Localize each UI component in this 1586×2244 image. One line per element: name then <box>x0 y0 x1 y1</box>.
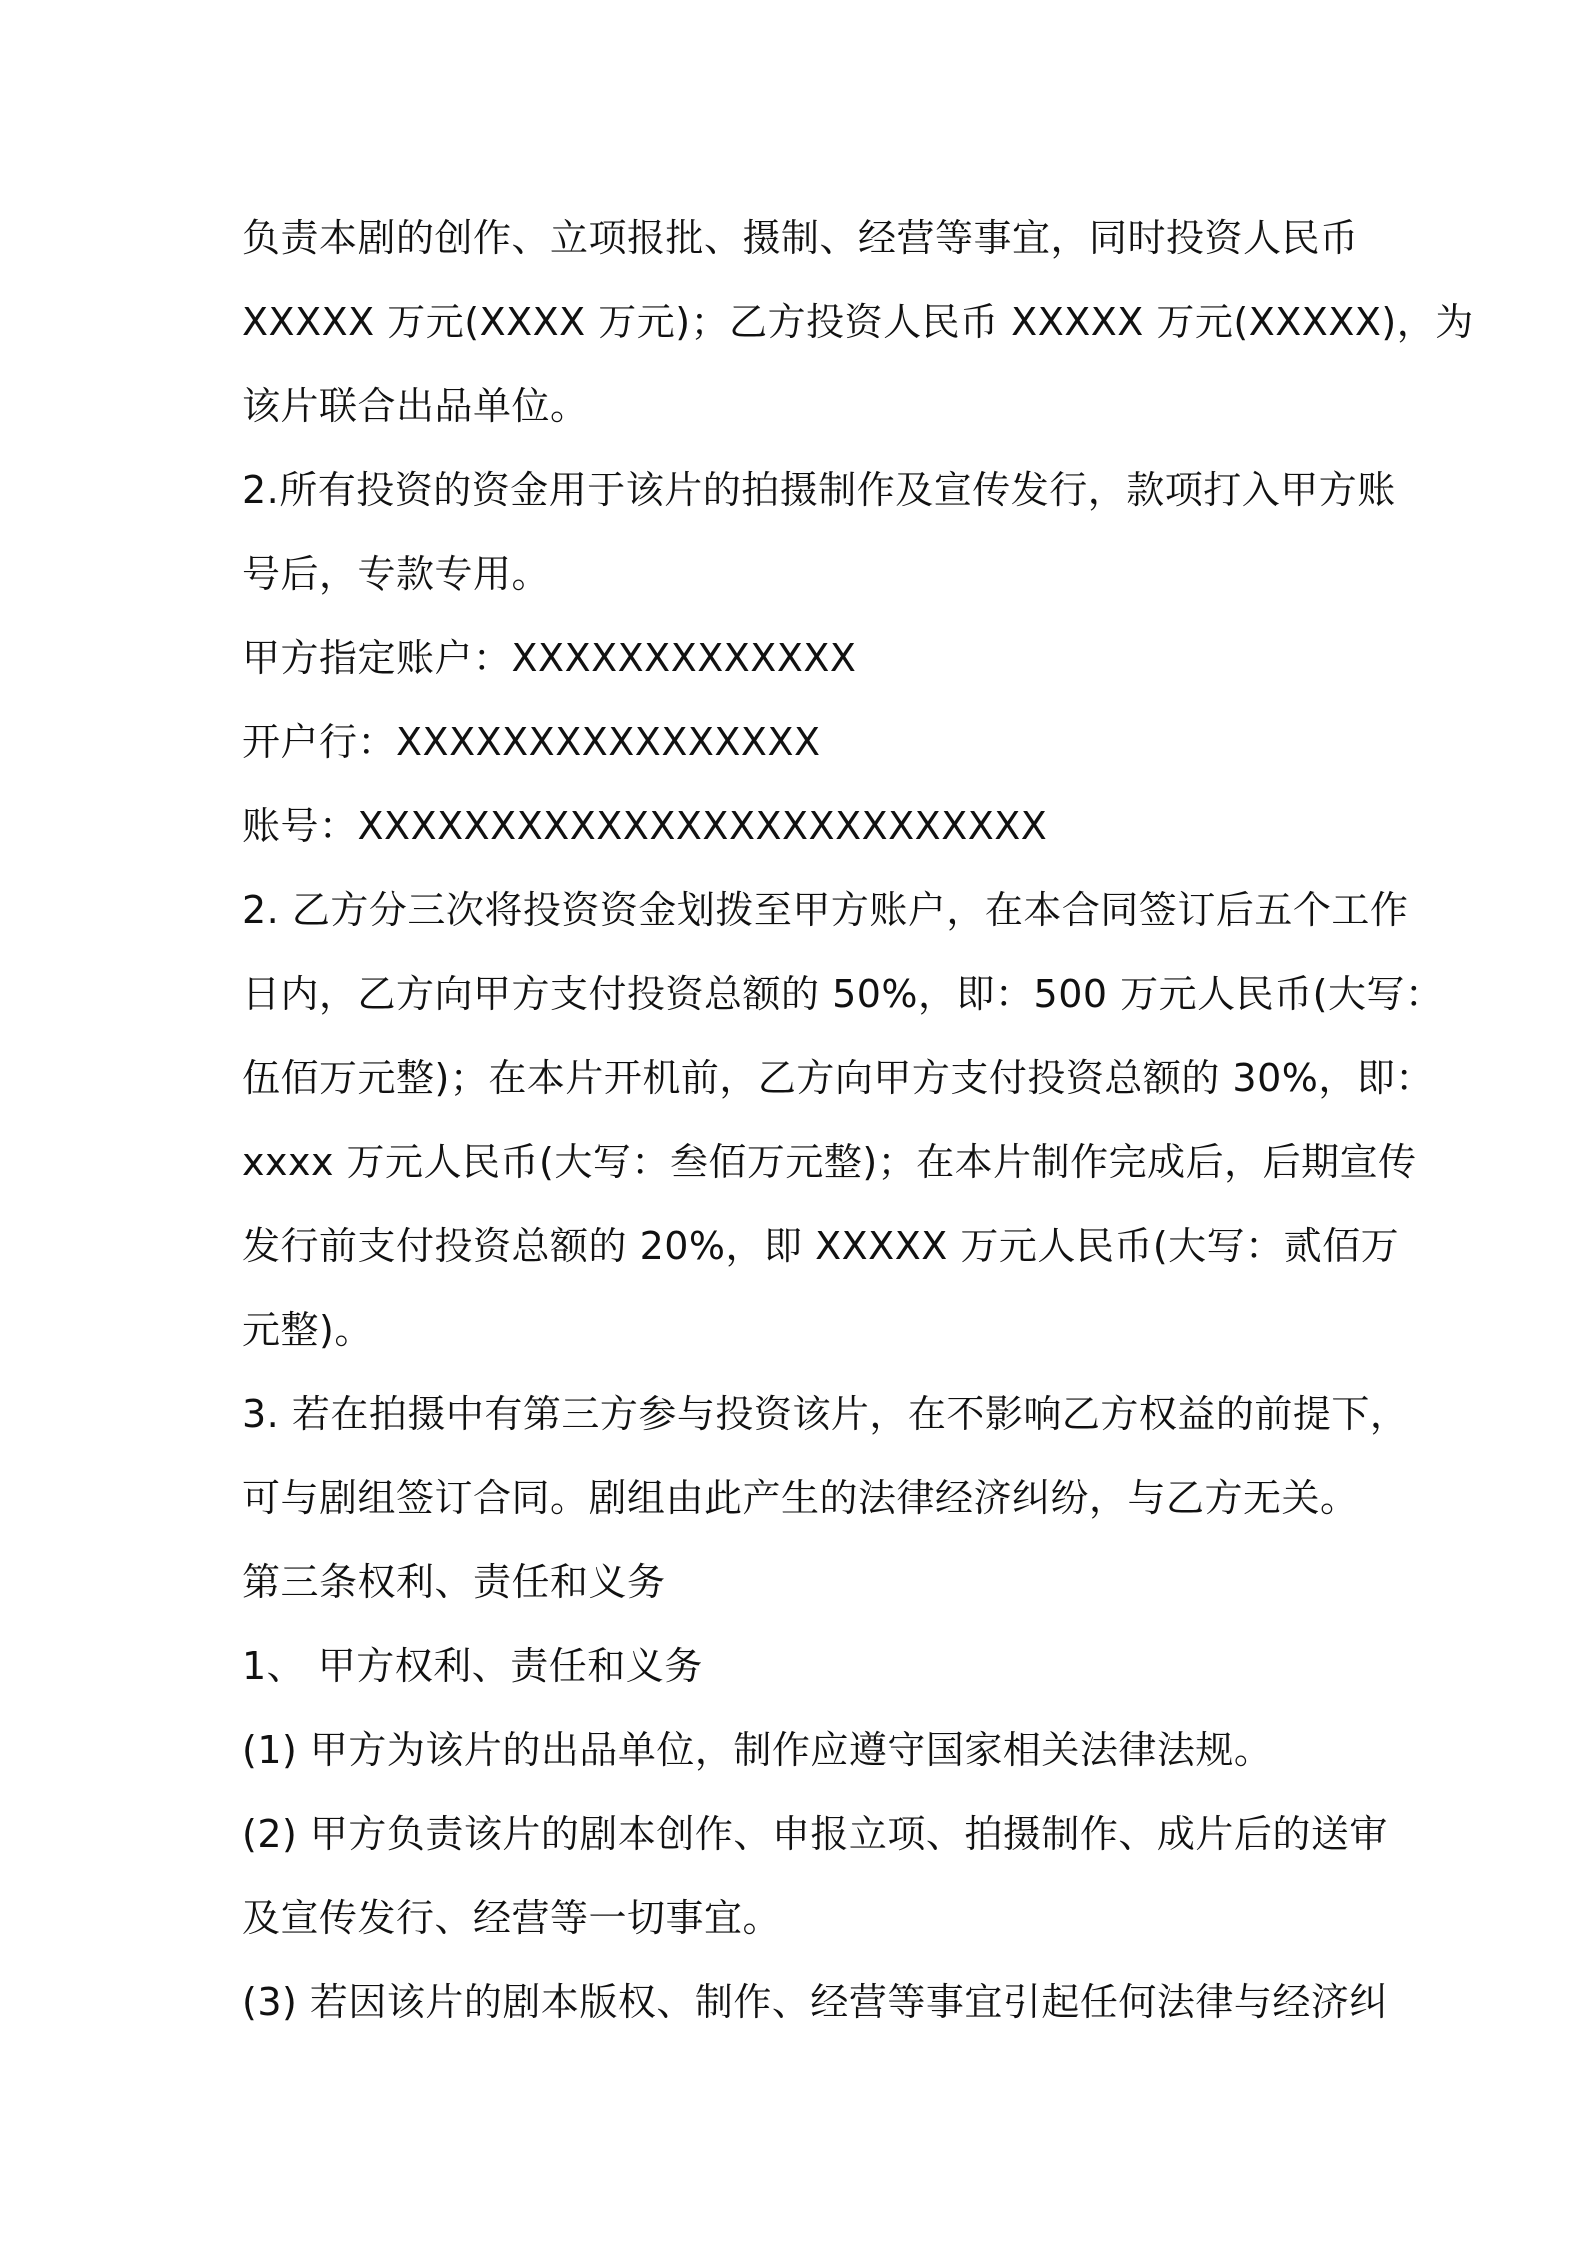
text-line: 伍佰万元整)；在本片开机前，乙方向甲方支付投资总额的 30%，即： <box>242 1056 1434 1100</box>
subsection-heading: 1、 甲方权利、责任和义务 <box>242 1644 703 1688</box>
text-line: 负责本剧的创作、立项报批、摄制、经营等事宜，同时投资人民币 <box>242 216 1359 260</box>
text-line: 2. 乙方分三次将投资资金划拨至甲方账户，在本合同签订后五个工作 <box>242 888 1409 932</box>
text-line: 发行前支付投资总额的 20%，即 XXXXX 万元人民币(大写：贰佰万 <box>242 1224 1400 1268</box>
text-line: (3) 若因该片的剧本版权、制作、经营等事宜引起任何法律与经济纠 <box>242 1980 1388 2024</box>
account-line: 甲方指定账户：XXXXXXXXXXXXX <box>242 636 857 680</box>
text-line: (1) 甲方为该片的出品单位，制作应遵守国家相关法律法规。 <box>242 1728 1273 1772</box>
text-line: 可与剧组签订合同。剧组由此产生的法律经济纠纷，与乙方无关。 <box>242 1476 1359 1520</box>
bank-line: 开户行：XXXXXXXXXXXXXXXX <box>242 720 821 764</box>
text-line: 及宣传发行、经营等一切事宜。 <box>242 1896 782 1940</box>
text-line: 号后，专款专用。 <box>242 552 551 596</box>
text-line: 元整)。 <box>242 1308 373 1352</box>
text-line: (2) 甲方负责该片的剧本创作、申报立项、拍摄制作、成片后的送审 <box>242 1812 1388 1856</box>
text-line: 2.所有投资的资金用于该片的拍摄制作及宣传发行，款项打入甲方账 <box>242 468 1396 512</box>
section-heading: 第三条权利、责任和义务 <box>242 1560 666 1604</box>
account-number-line: 账号：XXXXXXXXXXXXXXXXXXXXXXXXXX <box>242 804 1048 848</box>
text-line: 日内，乙方向甲方支付投资总额的 50%，即：500 万元人民币(大写： <box>242 972 1444 1016</box>
text-line: 该片联合出品单位。 <box>242 384 589 428</box>
text-line: xxxx 万元人民币(大写：叁佰万元整)；在本片制作完成后，后期宣传 <box>242 1140 1417 1184</box>
document-body <box>242 196 1474 2044</box>
text-line: 3. 若在拍摄中有第三方参与投资该片，在不影响乙方权益的前提下， <box>242 1392 1409 1436</box>
text-line: XXXXX 万元(XXXX 万元)；乙方投资人民币 XXXXX 万元(XXXXX)，为 <box>242 300 1474 344</box>
